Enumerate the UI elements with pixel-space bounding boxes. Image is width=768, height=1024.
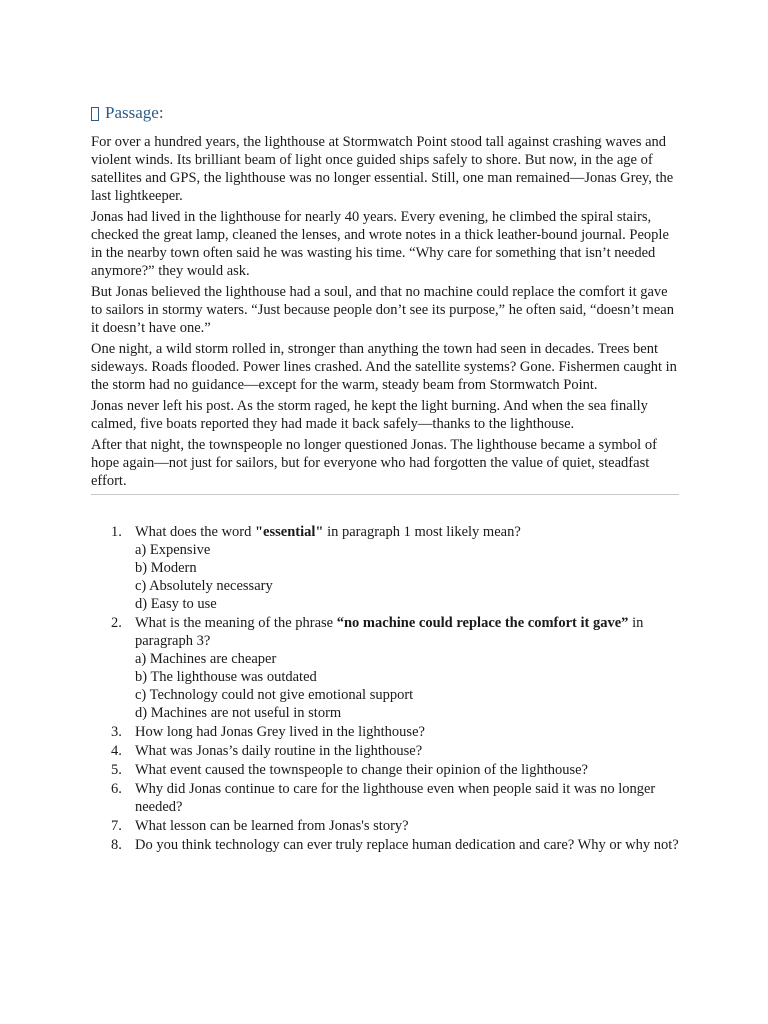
- question-text: [135, 743, 422, 759]
- question-text: [135, 762, 588, 778]
- answer-option: b) The lighthouse was outdated: [135, 669, 317, 685]
- question-emphasis: “no machine could replace the comfort it gave”: [336, 615, 629, 631]
- passage-paragraph: After that night, the townspeople no longer questioned Jonas. The lighthouse became a symbol of hope again—not just for sailors, but for everyone who had forgotten the value of quiet, steadfast effort.: [91, 437, 657, 489]
- question-text-part: What event caused the townspeople to change their opinion of the lighthouse?: [135, 762, 588, 778]
- question-text-part: What lesson can be learned from Jonas's story?: [135, 818, 409, 834]
- question-text-part: What was Jonas’s daily routine in the lighthouse?: [135, 743, 423, 759]
- question-text-part: What does the word: [135, 524, 255, 540]
- passage-paragraph: One night, a wild storm rolled in, stronger than anything the town had seen in decades. Trees bent sideways. Roads flooded. Power lines crashed. And the satellite systems? Gone. Fishermen caught in the storm had no guidance—except for the warm, steady beam from Stormwatch Point.: [91, 341, 677, 393]
- question-text: [135, 818, 409, 834]
- passage-paragraph: For over a hundred years, the lighthouse at Stormwatch Point stood tall against crashing waves and violent winds. Its brilliant beam of light once guided ships safely to shore. But now, in the age of satellites and GPS, the lighthouse was no longer essential. Still, one man remained—Jonas Grey, the last lightkeeper.: [91, 134, 674, 204]
- question-item: [91, 523, 679, 613]
- question-text-part: What is the meaning of the phrase: [135, 615, 337, 631]
- question-number: 8.: [111, 837, 122, 853]
- question-number: 1.: [111, 524, 122, 540]
- answer-option: b) Modern: [135, 560, 197, 576]
- passage-body: [91, 133, 679, 490]
- answer-option: c) Absolutely necessary: [135, 578, 273, 594]
- question-item: [91, 761, 679, 779]
- question-text: [135, 615, 643, 649]
- question-item: [91, 836, 679, 854]
- question-number: 3.: [111, 724, 122, 740]
- answer-option: a) Expensive: [135, 542, 211, 558]
- question-text-part: Do you think technology can ever truly replace human dedication and care? Why or why not?: [135, 837, 679, 853]
- section-divider: [91, 494, 679, 495]
- question-list: [91, 523, 679, 854]
- question-item: [91, 817, 679, 835]
- question-emphasis: "essential": [255, 524, 324, 540]
- answer-option: a) Machines are cheaper: [135, 651, 277, 667]
- document-icon: [91, 107, 99, 121]
- question-text-part: How long had Jonas Grey lived in the lighthouse?: [135, 724, 425, 740]
- question-item: [91, 780, 679, 816]
- answer-option: c) Technology could not give emotional support: [135, 687, 414, 703]
- question-text-part: Why did Jonas continue to care for the lighthouse even when people said it was no longer needed?: [135, 781, 656, 815]
- question-text: [135, 724, 425, 740]
- passage-heading: [91, 101, 679, 125]
- question-item: [91, 614, 679, 722]
- question-text: [135, 781, 655, 815]
- question-text: [135, 524, 521, 540]
- document-page: [91, 101, 679, 855]
- question-item: [91, 742, 679, 760]
- passage-paragraph: But Jonas believed the lighthouse had a soul, and that no machine could replace the comfort it gave to sailors in stormy waters. “Just because people don’t see its purpose,” he often said, “doesn’t mean it doesn’t have one.”: [91, 284, 674, 336]
- passage-paragraph: Jonas had lived in the lighthouse for nearly 40 years. Every evening, he climbed the spiral stairs, checked the great lamp, cleaned the lenses, and wrote notes in a thick leather-bound journal. People in the nearby town often said he was wasting his time. “Why care for something that isn’t needed anymore?” they would ask.: [91, 209, 669, 279]
- answer-option: d) Machines are not useful in storm: [135, 705, 342, 721]
- question-number: 2.: [111, 615, 122, 631]
- question-text-part: in paragraph 1 most likely mean?: [323, 524, 521, 540]
- question-number: 6.: [111, 781, 122, 797]
- question-item: [91, 723, 679, 741]
- question-number: 7.: [111, 818, 122, 834]
- passage-heading-label: Passage:: [105, 103, 164, 122]
- question-number: 4.: [111, 743, 122, 759]
- passage-paragraph: Jonas never left his post. As the storm raged, he kept the light burning. And when the sea finally calmed, five boats reported they had made it back safely—thanks to the lighthouse.: [91, 398, 648, 432]
- question-text: [135, 837, 679, 853]
- question-text-part: in paragraph 3?: [135, 615, 644, 649]
- question-number: 5.: [111, 762, 122, 778]
- answer-option: d) Easy to use: [135, 596, 217, 612]
